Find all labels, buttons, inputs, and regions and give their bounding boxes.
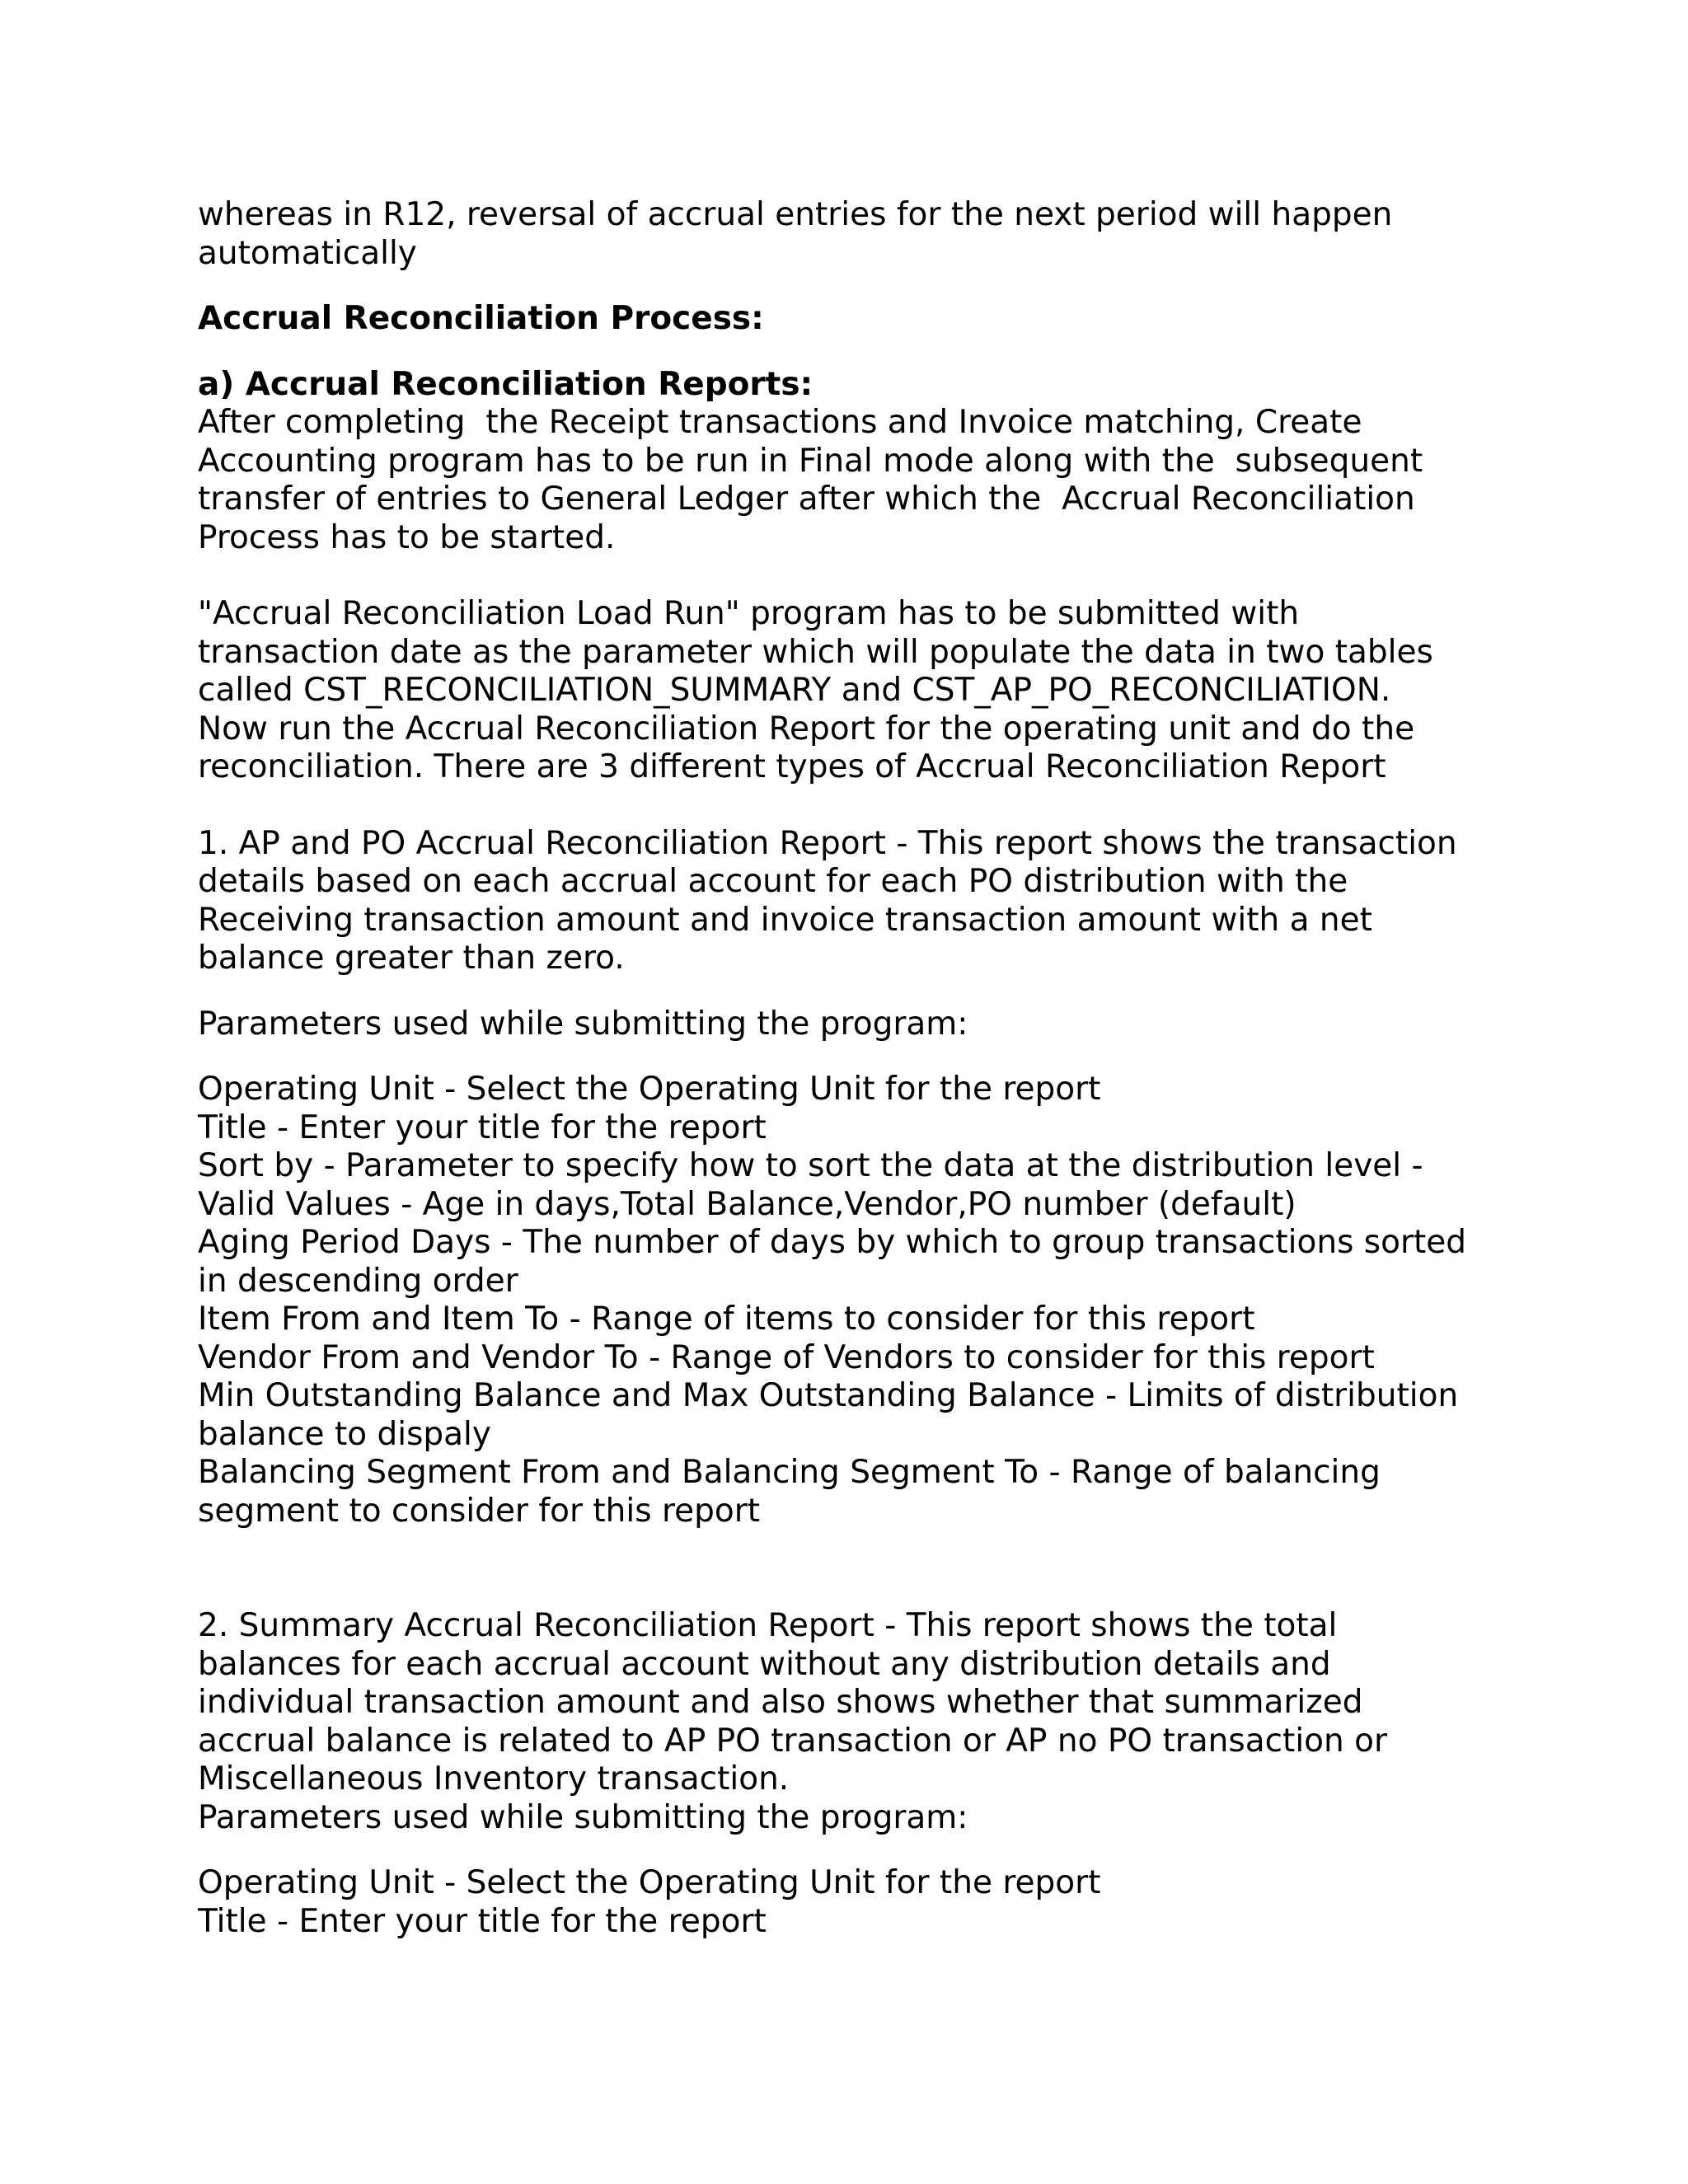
parameter-line: Item From and Item To - Range of items to consider for this report — [198, 1301, 1255, 1338]
text-line: Now run the Accrual Reconciliation Report for the operating unit and do the — [198, 710, 1415, 748]
text-line: Process has to be started. — [198, 518, 616, 556]
text-line: Receiving transaction amount and invoice transaction amount with a net — [198, 901, 1372, 939]
text-line: whereas in R12, reversal of accrual entries for the next period will happen — [198, 196, 1393, 233]
report-2-description — [198, 1607, 1517, 1837]
parameter-line: Title - Enter your title for the report — [198, 1902, 767, 1940]
text-line: transaction date as the parameter which will populate the data in two tables — [198, 633, 1433, 671]
report-1-description — [198, 825, 1517, 978]
text-line: details based on each accrual account for each PO distribution with the — [198, 863, 1348, 900]
text-line: accrual balance is related to AP PO transaction or AP no PO transaction or — [198, 1722, 1388, 1760]
text-line: transfer of entries to General Ledger after which the Accrual Reconciliation — [198, 480, 1415, 518]
text-line: 1. AP and PO Accrual Reconciliation Report - This report shows the transaction — [198, 824, 1457, 862]
document-body — [198, 196, 1517, 1941]
intro-paragraph — [198, 196, 1517, 273]
parameter-line: balance to dispaly — [198, 1415, 491, 1453]
text-line: Accounting program has to be run in Final mode along with the subsequent — [198, 442, 1423, 480]
report-1-parameter-list — [198, 1071, 1517, 1530]
text-line: balance greater than zero. — [198, 940, 625, 977]
text-line: reconciliation. There are 3 different types of Accrual Reconciliation Report — [198, 748, 1386, 785]
text-line: "Accrual Reconciliation Load Run" program has to be submitted with — [198, 595, 1300, 632]
text-line: 2. Summary Accrual Reconciliation Report - This report shows the total — [198, 1607, 1338, 1644]
parameter-line: Min Outstanding Balance and Max Outstanding Balance - Limits of distribution — [198, 1377, 1459, 1414]
parameter-line: Valid Values - Age in days,Total Balance,Vendor,PO number (default) — [198, 1185, 1296, 1223]
subsection-heading: a) Accrual Reconciliation Reports: — [198, 365, 814, 403]
parameter-line: Operating Unit - Select the Operating Unit for the report — [198, 1864, 1101, 1901]
parameter-line: Vendor From and Vendor To - Range of Vendors to consider for this report — [198, 1338, 1375, 1376]
parameter-line: Operating Unit - Select the Operating Unit for the report — [198, 1071, 1101, 1108]
section-heading: Accrual Reconciliation Process: — [198, 300, 764, 337]
parameter-line: in descending order — [198, 1262, 518, 1300]
report-2-parameter-list — [198, 1864, 1517, 1941]
report-1-params-intro: Parameters used while submitting the program: — [198, 1005, 968, 1043]
text-line: individual transaction amount and also shows whether that summarized — [198, 1684, 1363, 1721]
parameter-line: Title - Enter your title for the report — [198, 1108, 767, 1146]
text-line: After completing the Receipt transactions and Invoice matching, Create — [198, 404, 1362, 441]
text-line: automatically — [198, 234, 417, 272]
parameter-line: Aging Period Days - The number of days by which to group transactions sorted — [198, 1224, 1467, 1261]
paragraph-load-run — [198, 595, 1517, 787]
parameter-line: Sort by - Parameter to specify how to sort the data at the distribution level - — [198, 1147, 1423, 1184]
parameter-line: segment to consider for this report — [198, 1492, 761, 1530]
text-line: called CST_RECONCILIATION_SUMMARY and CST_AP_PO_RECONCILIATION. — [198, 672, 1391, 709]
paragraph-accounting — [198, 404, 1517, 557]
text-line: Miscellaneous Inventory transaction. — [198, 1760, 790, 1797]
text-line: balances for each accrual account without any distribution details and — [198, 1645, 1331, 1683]
text-line: Parameters used while submitting the program: — [198, 1798, 968, 1836]
parameter-line: Balancing Segment From and Balancing Segment To - Range of balancing — [198, 1454, 1381, 1491]
